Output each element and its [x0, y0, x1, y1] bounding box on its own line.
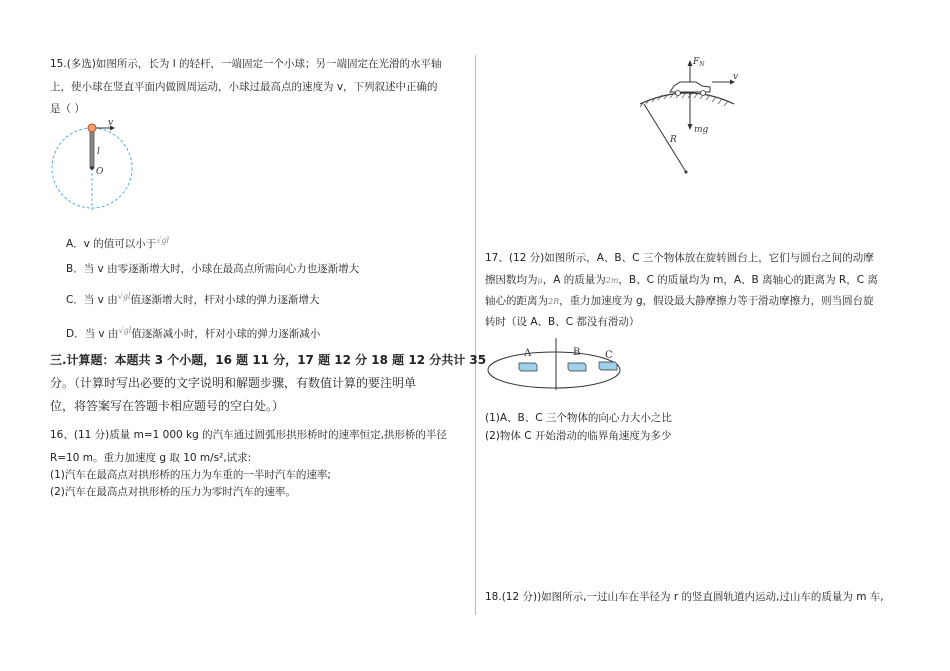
section3-line3: 位，将答案写在答题卡相应题号的空白处。） — [50, 399, 285, 413]
q16-line3: (1)汽车在最高点对拱形桥的压力为车重的一半时汽车的速率; — [50, 469, 331, 481]
block-a — [519, 363, 537, 371]
car-bridge-figure — [630, 52, 750, 182]
fn-arrowhead — [688, 60, 693, 66]
q17-sub1: (1)A、B、C 三个物体的向心力大小之比 — [485, 412, 672, 424]
bridge-arch — [640, 93, 734, 104]
mg-arrowhead — [688, 124, 693, 130]
label-c: C — [605, 350, 613, 361]
pivot — [90, 166, 94, 170]
q15-line2: 上，使小球在竖直平面内做圆周运动，小球过最高点的速度为 v，下列叙述中正确的 — [50, 81, 438, 93]
car-wheel-front — [676, 91, 681, 96]
block-b — [568, 363, 586, 371]
section3-line2: 分。（计算时写出必要的文字说明和解题步骤，有数值计算的要注明单 — [50, 376, 417, 390]
q18-line1: 18.(12 分))如图所示,一过山车在半径为 r 的竖直圆轨道内运动,过山车的质量为 m 车, — [485, 591, 884, 603]
q17-line3 — [485, 294, 874, 309]
mu-symbol: μ — [537, 276, 543, 285]
q15-option-c[interactable] — [66, 290, 320, 307]
q17-line3-post: ，重力加速度为 g，假设最大静摩擦力等于滑动摩擦力，则当圆台旋 — [559, 295, 874, 307]
light-rod — [90, 129, 94, 168]
q17-line2 — [485, 273, 878, 288]
q16-line2: R=10 m。重力加速度 g 取 10 m/s²,试求: — [50, 452, 252, 464]
fn-label: $F_N$ — [693, 57, 705, 68]
q17-line1: 17、(12 分)如图所示，A、B、C 三个物体放在旋转圆台上，它们与圆台之间的动摩 — [485, 252, 874, 264]
label-a: A — [524, 348, 532, 359]
fig-label-l: l — [97, 147, 100, 157]
car-wheel-back — [701, 91, 706, 96]
sqrt-gl-a: √gl — [156, 236, 170, 245]
q15-line3: 是（ ） — [50, 103, 85, 115]
column-divider — [475, 55, 476, 615]
ball — [88, 124, 96, 132]
label-b: B — [573, 347, 581, 358]
q16-line1: 16、(11 分)质量 m=1 000 kg 的汽车通过圆弧形拱形桥时的速率恒定,拱形桥的半径 — [50, 429, 447, 441]
option-d-post: 值逐渐减小时，杆对小球的弹力逐渐减小 — [131, 328, 321, 340]
q15-option-a[interactable] — [66, 234, 169, 251]
radius-line — [644, 104, 686, 172]
q17-line2-pre: 擦因数均为 — [485, 274, 538, 286]
q17-line2-post: ，B、C 的质量均为 m，A、B 离轴心的距离为 R，C 离 — [618, 274, 878, 286]
section3-line1: 三.计算题：本题共 3 个小题，16 题 11 分，17 题 12 分 18 题 12 分共计 35 — [50, 353, 487, 367]
q17-line2-mid: ，A 的质量为 — [542, 274, 606, 286]
q15-line1: 15.(多选)如图所示，长为 l 的轻杆，一端固定一个小球；另一端固定在光滑的水平轴 — [50, 58, 442, 70]
sqrt-gl-d: √gl — [118, 326, 132, 335]
distance-2r: 2R — [548, 297, 560, 306]
q16-line4: (2)汽车在最高点对拱形桥的压力为零时汽车的速率。 — [50, 486, 296, 498]
option-a-text: A．v 的值可以小于 — [66, 238, 157, 250]
option-d-pre: D．当 v 由 — [66, 328, 119, 340]
v-label: v — [733, 72, 739, 82]
q15-option-d[interactable] — [66, 324, 320, 341]
mg-label: mg — [694, 125, 709, 135]
rotating-table-figure — [484, 336, 624, 392]
r-label: R — [670, 135, 677, 145]
block-c — [599, 362, 617, 370]
sqrt-gl-c: √gl — [117, 292, 131, 301]
q17-sub2: (2)物体 C 开始滑动的临界角速度为多少 — [485, 430, 672, 442]
q15-circle-figure — [48, 118, 148, 218]
arc-center — [685, 171, 688, 174]
q17-line3-pre: 轴心的距离为 — [485, 295, 548, 307]
fig-label-o: O — [96, 167, 104, 177]
mass-2m: 2m — [605, 276, 619, 285]
turntable — [488, 352, 620, 388]
fig-label-v: v — [108, 118, 114, 128]
option-c-post: 值逐渐增大时，杆对小球的弹力逐渐增大 — [130, 294, 320, 306]
q15-option-b[interactable]: B．当 v 由零逐渐增大时，小球在最高点所需向心力也逐渐增大 — [66, 263, 360, 275]
bridge-hatching — [640, 93, 728, 107]
option-c-pre: C．当 v 由 — [66, 294, 118, 306]
q17-line4: 转时（设 A、B、C 都没有滑动） — [485, 316, 640, 328]
